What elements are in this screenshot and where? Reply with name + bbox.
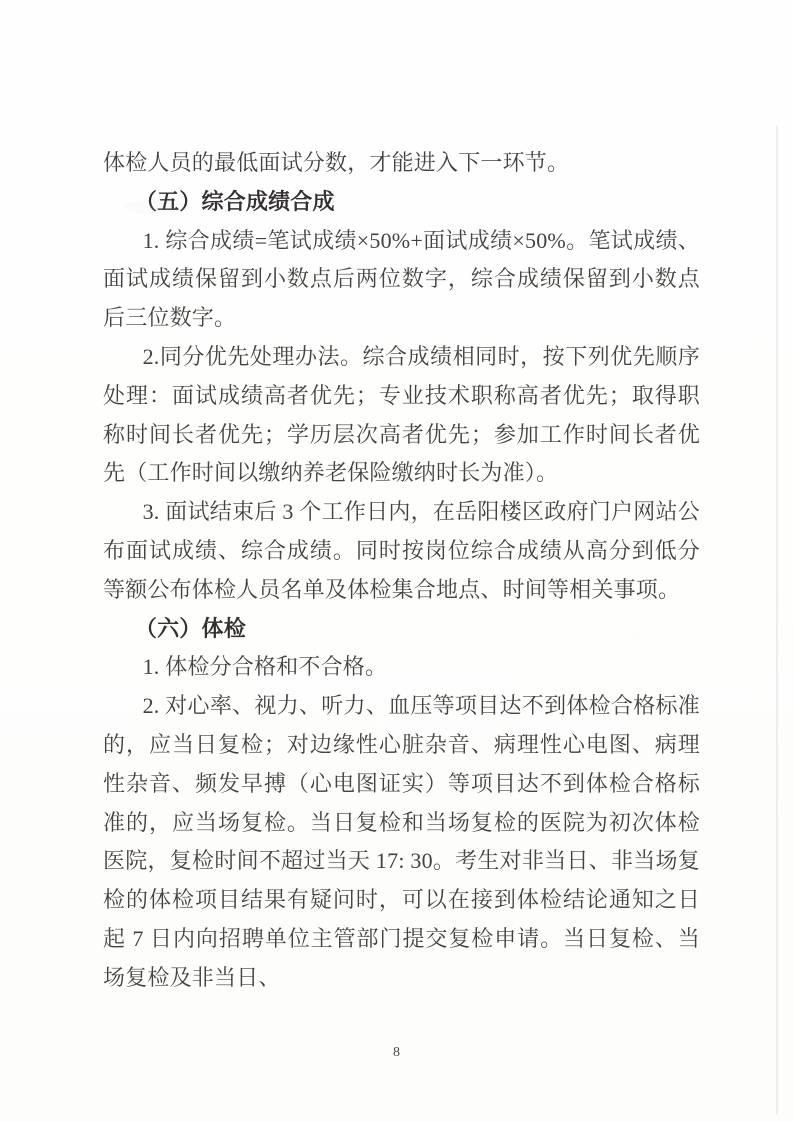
- scan-artifact-edge-line: [776, 125, 778, 1115]
- scan-artifact-smudge: [125, 200, 185, 214]
- section-heading-six-physical-exam: （六）体检: [134, 615, 246, 641]
- section-heading-five-composite-score: （五）综合成绩合成: [134, 188, 335, 214]
- paragraph-continuation: 体检人员的最低面试分数，才能进入下一环节。: [103, 150, 570, 175]
- paragraph-exam-pass-fail: 1. 体检分合格和不合格。: [142, 654, 388, 680]
- text-column: [103, 144, 700, 998]
- page-number: 8: [393, 1045, 400, 1060]
- paragraph-tiebreak-rules: 2.同分优先处理办法。综合成绩相同时，按下列优先顺序处理：面试成绩高者优先；专业技术职称高者优先；取得职称时间长者优先；学历层次高者优先；参加工作时间长者优先（工作时间以缴纳养老保险缴纳时长为准）。: [103, 343, 700, 486]
- paragraph-recheck-rules: 2. 对心率、视力、听力、血压等项目达不到体检合格标准的，应当日复检；对边缘性心脏杂音、病理性心电图、病理性杂音、频发早搏（心电图证实）等项目达不到体检合格标准的，应当场复检。当日复检和当场复检的医院为初次体检医院，复检时间不超过当天 17: 30。考生对非当日、非当场复检的体检项目结果有疑问时，可以在接到体检结论通知之日起 7 日内向招聘单位主管部门提交复检申请。当日复检、当场复检及非当日、: [103, 693, 700, 990]
- paragraph-results-announcement: 3. 面试结束后 3 个工作日内，在岳阳楼区政府门户网站公布面试成绩、综合成绩。同时按岗位综合成绩从高分到低分等额公布体检人员名单及体检集合地点、时间等相关事项。: [103, 499, 700, 602]
- paragraph-score-formula: 1. 综合成绩=笔试成绩×50%+面试成绩×50%。笔试成绩、面试成绩保留到小数点后两位数字，综合成绩保留到小数点后三位数字。: [103, 227, 700, 331]
